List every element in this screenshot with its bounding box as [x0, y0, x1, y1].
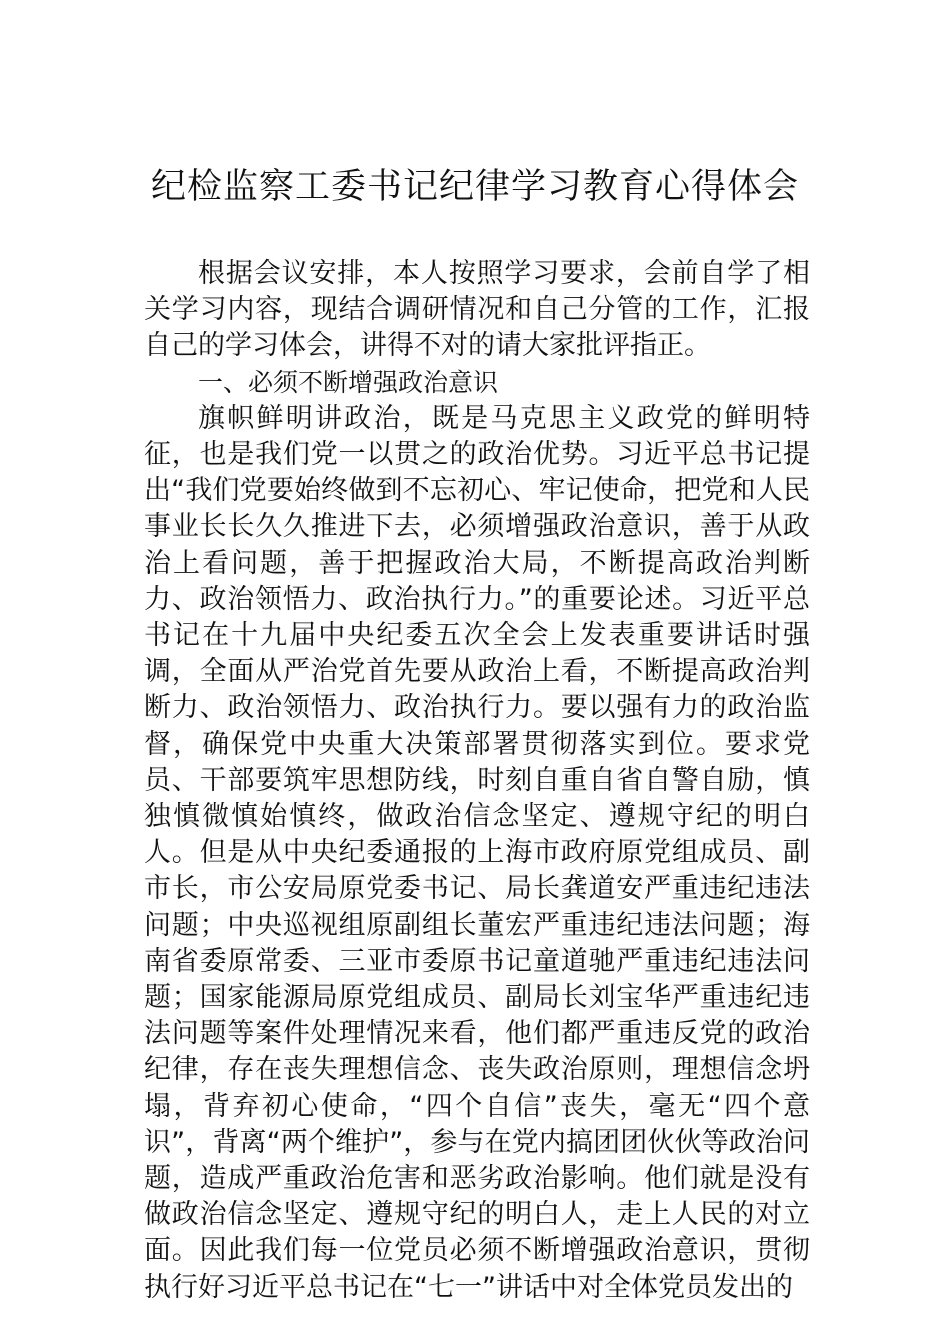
document-title: 纪检监察工委书记纪律学习教育心得体会	[150, 167, 799, 207]
section-heading: 一、必须不断增强政治意识	[198, 367, 499, 397]
document-body	[144, 256, 810, 1306]
section-paragraph: 旗帜鲜明讲政治，既是马克思主义政党的鲜明特征，也是我们党一以贯之的政治优势。习近平总书记提出“我们党要始终做到不忘初心、牢记使命，把党和人民事业长长久久推进下去，必须增强政治意识，善于从政治上看问题，善于把握政治大局，不断提高政治判断力、政治领悟力、政治执行力。”的重要论述。习近平总书记在十九届中央纪委五次全会上发表重要讲话时强调，全面从严治党首先要从政治上看，不断提高政治判断力、政治领悟力、政治执行力。要以强有力的政治监督，确保党中央重大决策部署贯彻落实到位。要求党员、干部要筑牢思想防线，时刻自重自省自警自励，慎独慎微慎始慎终，做政治信念坚定、遵规守纪的明白人。但是从中央纪委通报的上海市政府原党组成员、副市长，市公安局原党委书记、局长龚道安严重违纪违法问题；中央巡视组原副组长董宏严重违纪违法问题；海南省委原常委、三亚市委原书记童道驰严重违纪违法问题；国家能源局原党组成员、副局长刘宝华严重违纪违法问题等案件处理情况来看，他们都严重违反党的政治纪律，存在丧失理想信念、丧失政治原则，理想信念坍塌，背弃初心使命，“四个自信”丧失，毫无“四个意识”，背离“两个维护”，参与在党内搞团团伙伙等政治问题，造成严重政治危害和恶劣政治影响。他们就是没有做政治信念坚定、遵规守纪的明白人，走上人民的对立面。因此我们每一位党员必须不断增强政治意识，贯彻执行好习近平总书记在“七一”讲话中对全体党员发出的	[144, 402, 810, 1303]
intro-paragraph: 根据会议安排，本人按照学习要求，会前自学了相关学习内容，现结合调研情况和自己分管的工作，汇报自己的学习体会，讲得不对的请大家批评指正。	[144, 258, 810, 362]
